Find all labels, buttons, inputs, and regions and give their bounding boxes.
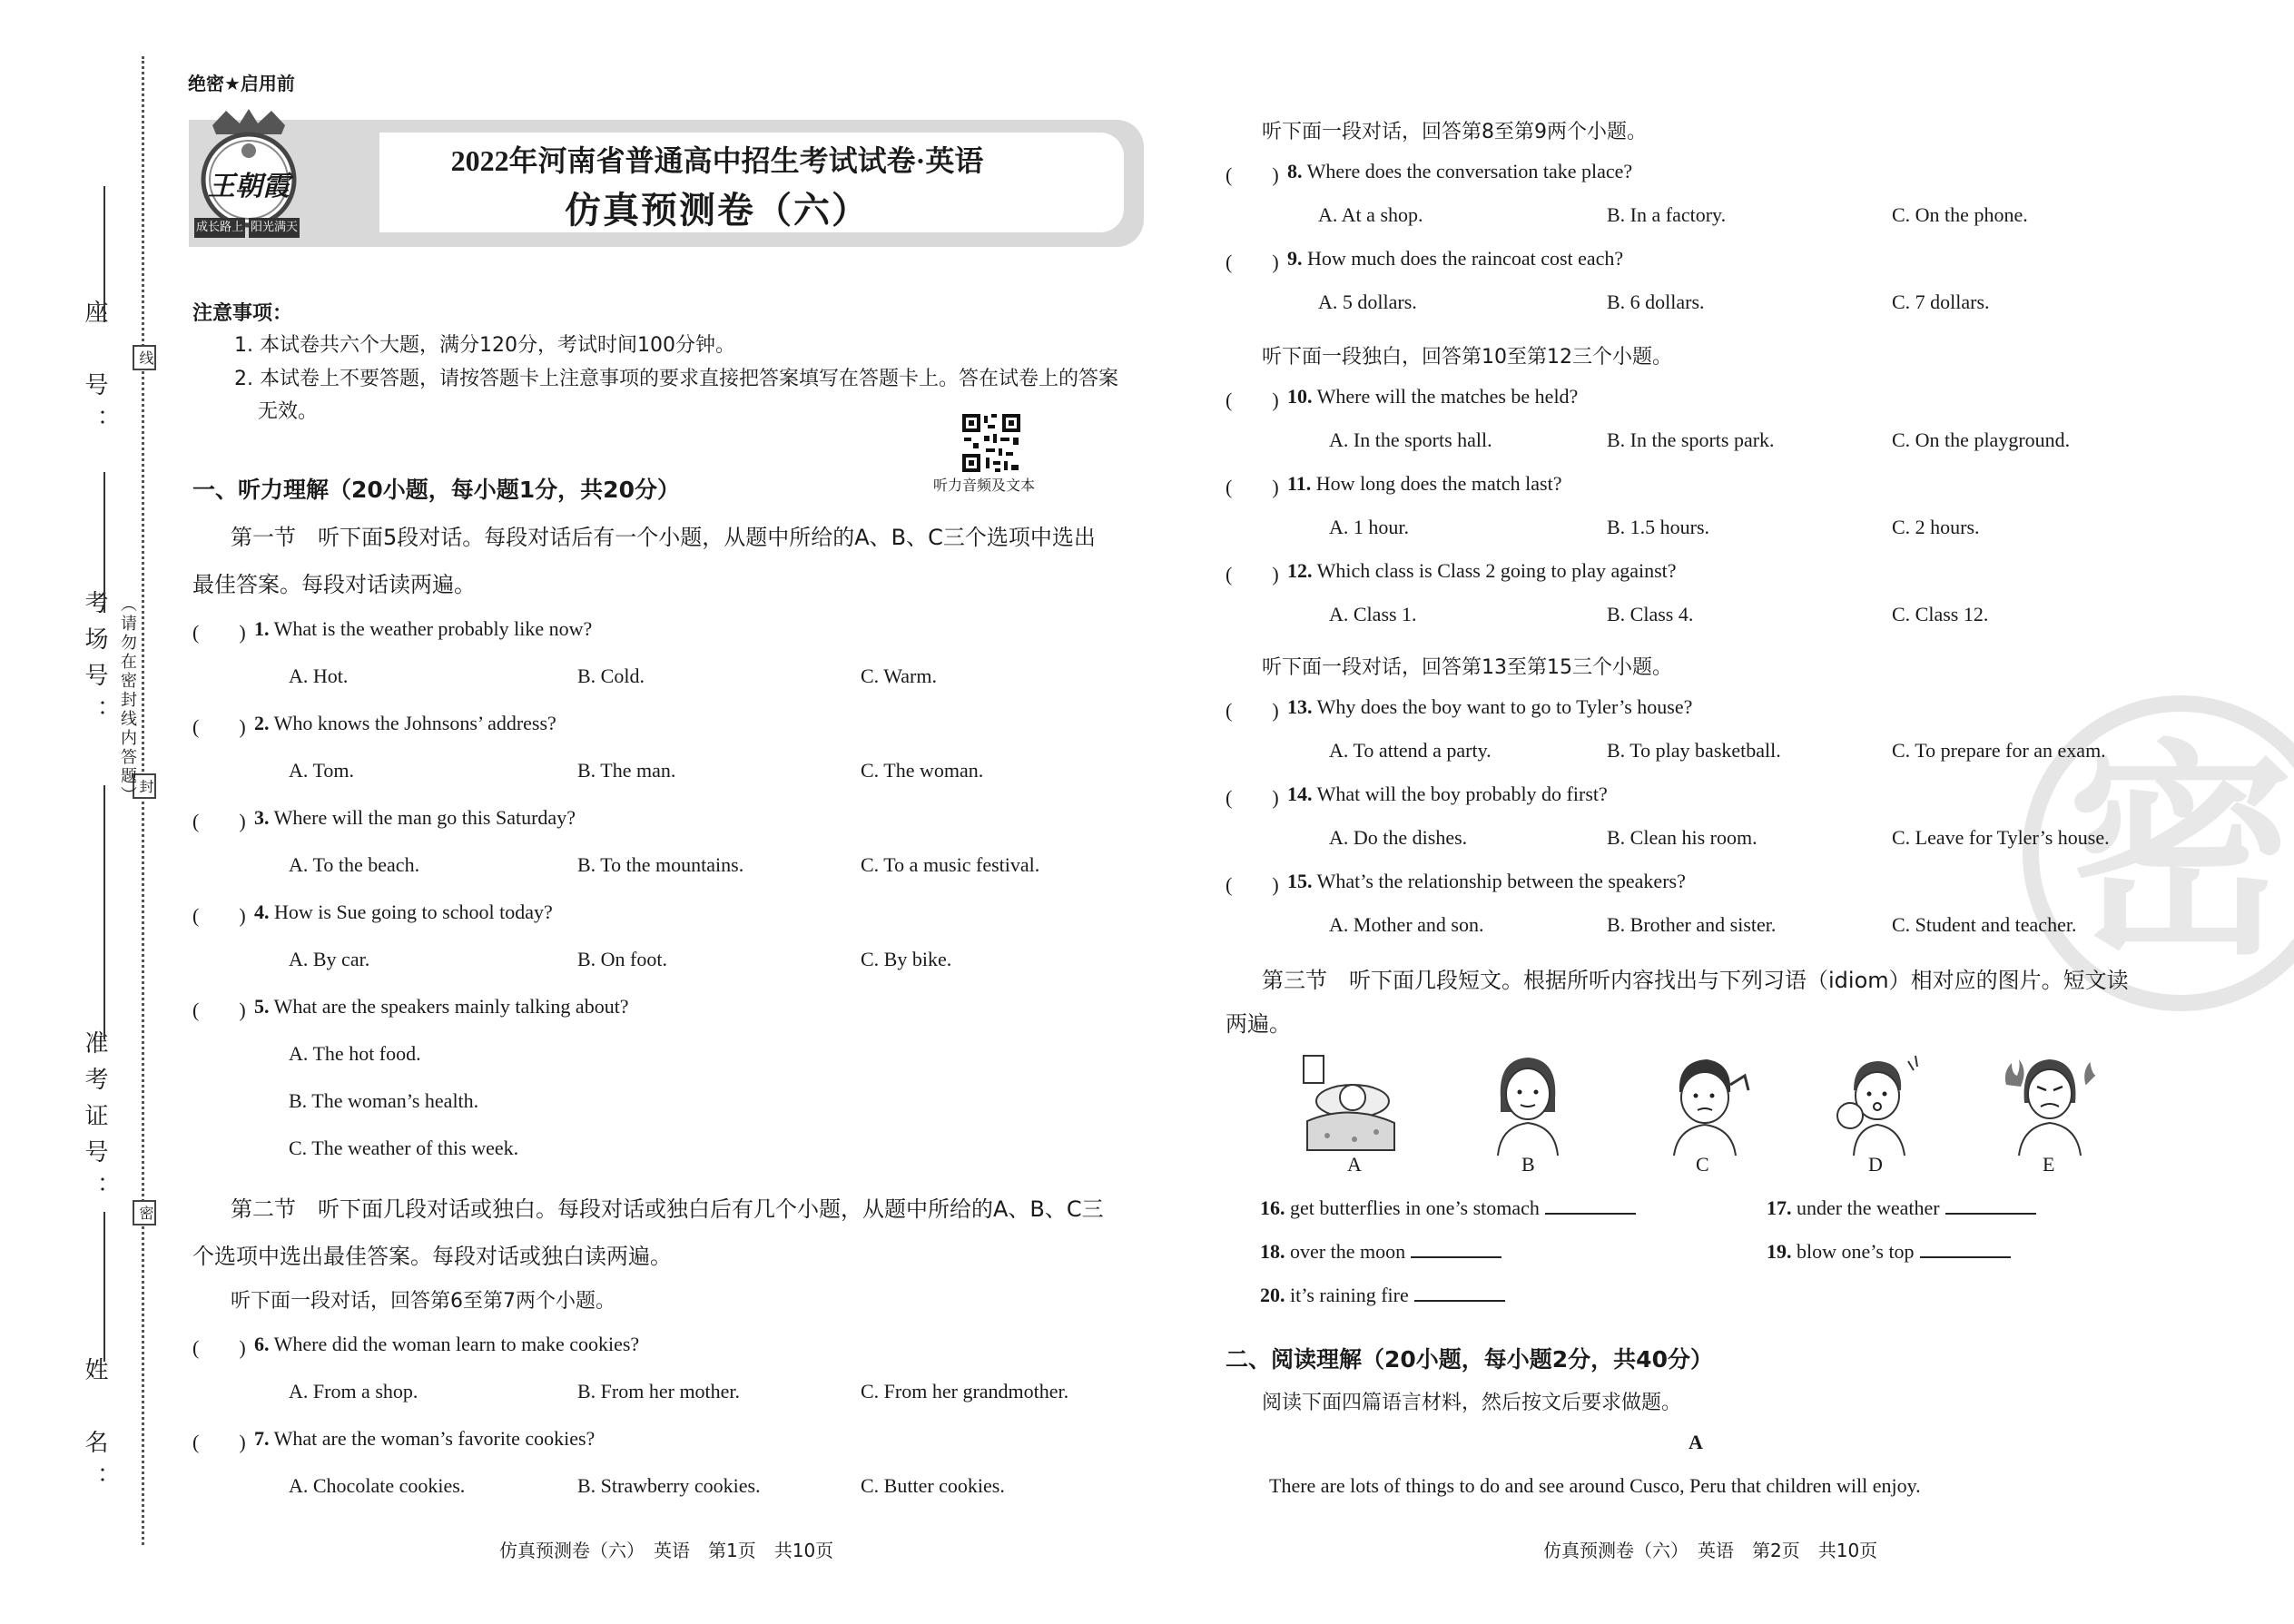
question-9: 9. How much does the raincoat cost each? [1287,247,1624,270]
idiom-16: 16. get butterflies in one’s stomach [1260,1196,1636,1220]
exam-id-field[interactable] [103,785,105,1039]
intro-q8-q9: 听下面一段对话，回答第8至第9两个小题。 [1262,121,1647,143]
seal-mark-mi: 密 [133,1200,156,1225]
picture-label-a: A [1347,1153,1362,1176]
section3-intro-line1: 第三节 听下面几段短文。根据所听内容找出与下列习语（idiom）相对应的图片。短文读 [1262,968,2129,993]
section2-intro-line2: 个选项中选出最佳答案。每段对话或独白读两遍。 [192,1244,672,1269]
q6-option-b: B. From her mother. [577,1380,741,1403]
exam-room-field[interactable] [103,472,105,613]
boy-scratching-head-icon [1654,1048,1754,1157]
seal-dotted-line [142,56,144,1545]
nervous-person-with-fan-icon [1826,1048,1926,1157]
answer-bracket-5[interactable]: ( ) [192,999,246,1021]
q10-option-b: B. In the sports park. [1607,428,1775,451]
q3-option-b: B. To the mountains. [577,853,744,876]
exam-room-label: 考场号： [81,590,108,735]
student-name-label: 姓 名： [81,1357,108,1502]
question-10: 10. Where will the matches be held? [1287,385,1579,408]
seat-number-label: 座 号： [81,300,108,445]
q12-option-c: C. Class 12. [1892,603,1989,625]
question-1: 1. What is the weather probably like now? [254,617,593,640]
q7-option-c: C. Butter cookies. [861,1474,1005,1497]
picture-d-nervous-person [1826,1048,1926,1157]
page-footer-right: 仿真预测卷（六） 英语 第2页 共10页 [1543,1540,1878,1561]
answer-blank-16[interactable] [1545,1196,1636,1215]
question-5: 5. What are the speakers mainly talking about? [254,995,629,1018]
qr-code-icon [960,412,1022,474]
picture-b-woman-smiling [1478,1048,1578,1157]
picture-c-boy-worried [1654,1048,1754,1157]
answer-bracket-12[interactable]: ( ) [1226,563,1279,586]
q12-option-a: A. Class 1. [1329,603,1417,625]
intro-q13-q15: 听下面一段对话，回答第13至第15三个小题。 [1262,656,1672,679]
picture-e-angry-woman [1999,1048,2099,1157]
q14-option-a: A. Do the dishes. [1329,826,1468,849]
logo-tagline-left: 成长路上 [194,218,245,238]
question-8: 8. Where does the conversation take place? [1287,160,1633,182]
seat-number-field[interactable] [103,186,105,322]
seal-mark-line: 线 [133,345,156,370]
answer-bracket-10[interactable]: ( ) [1226,389,1279,411]
q6-option-a: A. From a shop. [289,1380,418,1403]
q9-option-a: A. 5 dollars. [1318,290,1417,313]
qr-caption: 听力音频及文本 [933,477,1036,494]
question-15: 15. What’s the relationship between the speakers? [1287,870,1686,892]
answer-bracket-8[interactable]: ( ) [1226,163,1279,186]
page-footer-left: 仿真预测卷（六） 英语 第1页 共10页 [499,1540,834,1561]
seal-note: （请勿在密封线内答题） [118,595,137,805]
idiom-20: 20. it’s raining fire [1260,1284,1505,1307]
answer-bracket-4[interactable]: ( ) [192,904,246,927]
notes-item-1: 1. 本试卷共六个大题，满分120分，考试时间100分钟。 [234,334,735,357]
q10-option-a: A. In the sports hall. [1329,428,1492,451]
q4-option-c: C. By bike. [861,948,952,970]
q9-option-c: C. 7 dollars. [1892,290,1990,313]
idiom-19: 19. blow one’s top [1767,1240,2011,1264]
question-14: 14. What will the boy probably do first? [1287,782,1608,805]
picture-label-b: B [1521,1153,1535,1176]
intro-q10-q12: 听下面一段独白，回答第10至第12三个小题。 [1262,346,1672,369]
logo-tagline-right: 阳光满天 [249,218,300,238]
q5-option-a: A. The hot food. [289,1042,421,1065]
q11-option-b: B. 1.5 hours. [1607,516,1710,538]
passage-a-first-line: There are lots of things to do and see around Cusco, Peru that children will enjoy. [1269,1474,1921,1497]
q1-option-b: B. Cold. [577,664,645,687]
answer-blank-18[interactable] [1411,1240,1501,1258]
q4-option-b: B. On foot. [577,948,667,970]
q13-option-a: A. To attend a party. [1329,739,1492,762]
intro-q6-q7: 听下面一段对话，回答第6至第7两个小题。 [231,1290,615,1313]
section1-intro-line1: 第一节 听下面5段对话。每段对话后有一个小题，从题中所给的A、B、C三个选项中选出 [231,525,1096,550]
picture-a-sick-in-bed [1300,1048,1400,1157]
exam-id-label: 准考证号： [81,1030,108,1212]
secret-label: 绝密★启用前 [188,73,295,94]
question-6: 6. Where did the woman learn to make cookies? [254,1333,640,1355]
answer-bracket-11[interactable]: ( ) [1226,476,1279,498]
notes-item-2-line1: 2. 本试卷上不要答题，请按答题卡上注意事项的要求直接把答案填写在答题卡上。答在试卷上的答案 [234,368,1118,390]
picture-label-d: D [1868,1153,1883,1176]
q5-option-b: B. The woman’s health. [289,1089,479,1112]
question-4: 4. How is Sue going to school today? [254,901,553,923]
q5-option-c: C. The weather of this week. [289,1137,519,1159]
q2-option-a: A. Tom. [289,759,355,782]
q13-option-b: B. To play basketball. [1607,739,1781,762]
answer-bracket-9[interactable]: ( ) [1226,251,1279,273]
q13-option-c: C. To prepare for an exam. [1892,739,2106,762]
watermark-text: 密 [2067,721,2294,985]
q3-option-c: C. To a music festival. [861,853,1040,876]
q15-option-a: A. Mother and son. [1329,913,1484,936]
question-11: 11. How long does the match last? [1287,472,1562,495]
section2-intro-line1: 第二节 听下面几段对话或独白。每段对话或独白后有几个小题，从题中所给的A、B、C三 [231,1196,1104,1222]
q14-option-c: C. Leave for Tyler’s house. [1892,826,2110,849]
picture-label-e: E [2043,1153,2055,1176]
q2-option-b: B. The man. [577,759,676,782]
answer-blank-19[interactable] [1920,1240,2011,1258]
passage-label-a: A [1689,1431,1703,1453]
answer-bracket-3[interactable]: ( ) [192,810,246,832]
q12-option-b: B. Class 4. [1607,603,1694,625]
q2-option-c: C. The woman. [861,759,984,782]
section1-intro-line2: 最佳答案。每段对话读两遍。 [192,572,476,597]
q10-option-c: C. On the playground. [1892,428,2071,451]
q14-option-b: B. Clean his room. [1607,826,1757,849]
qr-code[interactable] [960,412,1022,474]
q8-option-a: A. At a shop. [1318,203,1423,226]
q4-option-a: A. By car. [289,948,370,970]
part1-heading: 一、听力理解（20小题，每小题1分，共20分） [192,477,680,503]
answer-blank-17[interactable] [1945,1196,2036,1215]
q3-option-a: A. To the beach. [289,853,420,876]
answer-bracket-15[interactable]: ( ) [1226,873,1279,896]
q1-option-c: C. Warm. [861,664,937,687]
sick-person-in-bed-icon [1300,1048,1400,1157]
q1-option-a: A. Hot. [289,664,349,687]
question-13: 13. Why does the boy want to go to Tyler’s house? [1287,695,1693,718]
idiom-18: 18. over the moon [1260,1240,1501,1264]
exam-subtitle: 仿真预测卷（六） [565,190,870,231]
q15-option-b: B. Brother and sister. [1607,913,1777,936]
answer-bracket-1[interactable]: ( ) [192,621,246,644]
publisher-logo [194,107,303,241]
idiom-17: 17. under the weather [1767,1196,2036,1220]
answer-blank-20[interactable] [1414,1284,1505,1302]
q7-option-b: B. Strawberry cookies. [577,1474,761,1497]
answer-bracket-14[interactable]: ( ) [1226,786,1279,809]
seal-mark-feng: 封 [133,773,156,799]
q15-option-c: C. Student and teacher. [1892,913,2077,936]
q8-option-b: B. In a factory. [1607,203,1727,226]
exam-title: 2022年河南省普通高中招生考试试卷·英语 [450,144,984,177]
student-name-field[interactable] [103,1212,105,1362]
woman-portrait-icon [1478,1048,1578,1157]
q11-option-a: A. 1 hour. [1329,516,1409,538]
question-7: 7. What are the woman’s favorite cookies? [254,1427,596,1450]
notes-heading: 注意事项： [192,302,293,325]
q11-option-c: C. 2 hours. [1892,516,1980,538]
notes-item-2-line2: 无效。 [258,400,319,423]
question-2: 2. Who knows the Johnsons’ address? [254,712,556,734]
q7-option-a: A. Chocolate cookies. [289,1474,466,1497]
q8-option-c: C. On the phone. [1892,203,2028,226]
part2-intro: 阅读下面四篇语言材料，然后按文后要求做题。 [1262,1392,1682,1414]
answer-bracket-2[interactable]: ( ) [192,715,246,738]
answer-bracket-7[interactable]: ( ) [192,1431,246,1453]
logo-text: 王朝霞 [208,172,290,202]
angry-woman-with-flames-icon [1999,1048,2099,1157]
answer-bracket-13[interactable]: ( ) [1226,699,1279,722]
question-3: 3. Where will the man go this Saturday? [254,806,576,829]
picture-label-c: C [1696,1153,1709,1176]
question-12: 12. Which class is Class 2 going to play against? [1287,559,1677,582]
answer-bracket-6[interactable]: ( ) [192,1336,246,1359]
q6-option-c: C. From her grandmother. [861,1380,1069,1403]
part2-heading: 二、阅读理解（20小题，每小题2分，共40分） [1226,1346,1713,1373]
section3-intro-line2: 两遍。 [1226,1011,1291,1037]
q9-option-b: B. 6 dollars. [1607,290,1705,313]
